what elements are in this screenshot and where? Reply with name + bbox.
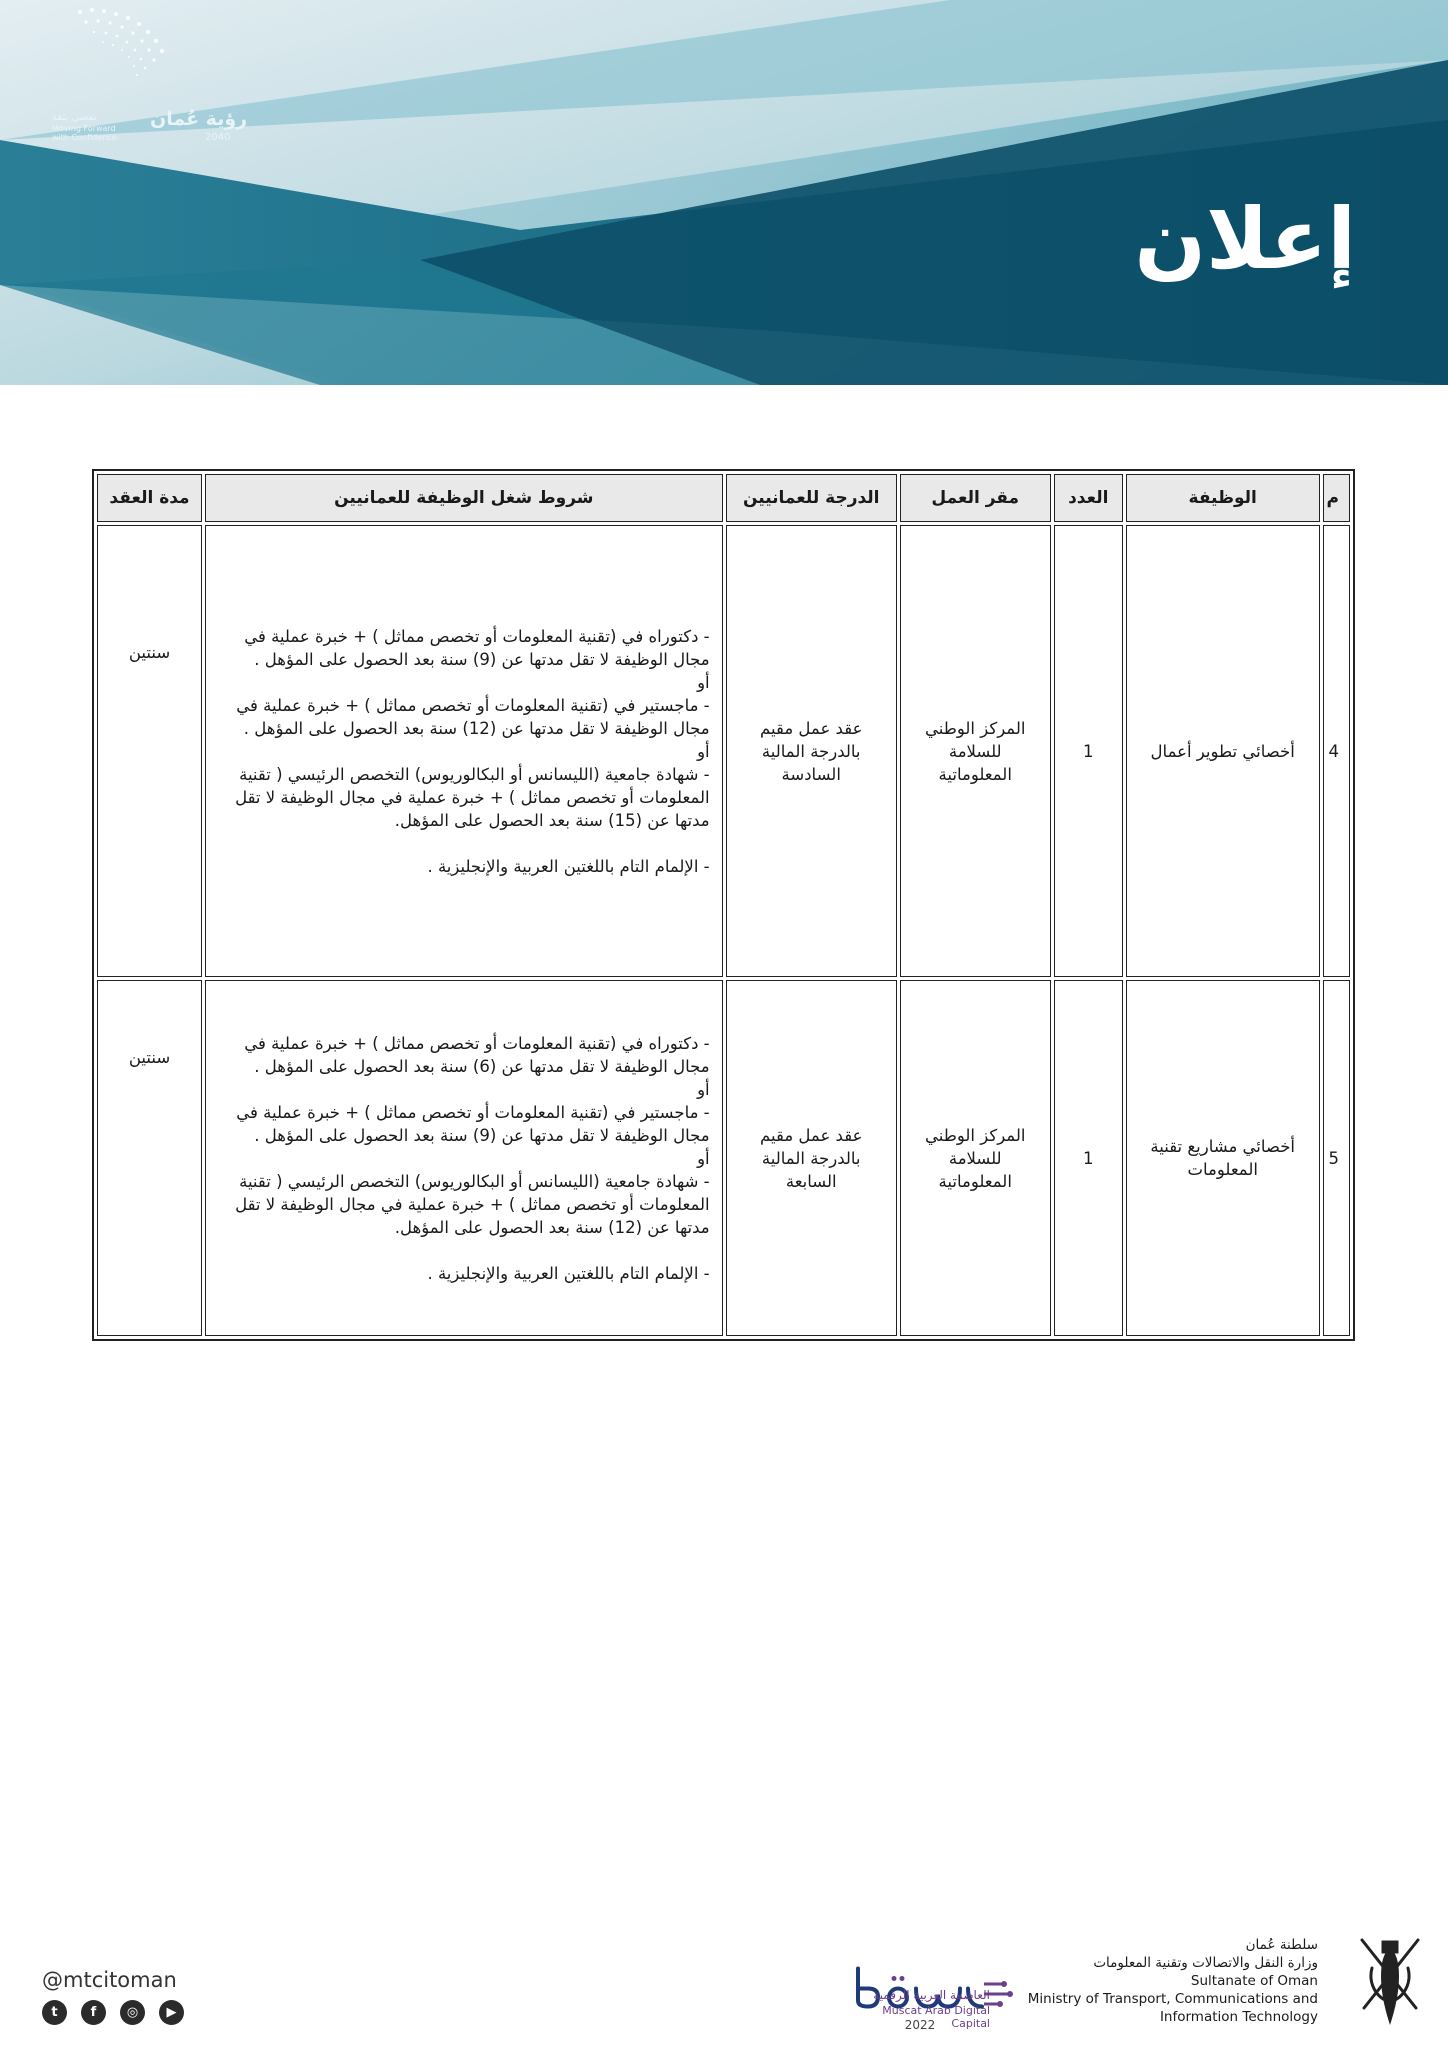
row-job: أخصائي تطوير أعمال — [1126, 525, 1320, 977]
condition-line: - شهادة جامعية (الليسانس أو البكالوريوس) التخصص الرئيسي ( تقنية المعلومات أو تخصص مماثل ) + خبرة عملية في مجال الوظيفة لا تقل مدتها عن (12) سنة بعد الحصول على المؤهل. — [235, 1171, 710, 1237]
ministry-en-3: Information Technology — [1159, 2009, 1318, 2025]
condition-line: أو — [697, 1148, 710, 1168]
ministry-name-block — [1028, 1936, 1318, 2026]
header-count: العدد — [1054, 474, 1123, 522]
row-location: المركز الوطني للسلامة المعلوماتية — [900, 525, 1051, 977]
row-count: 1 — [1054, 525, 1123, 977]
header-duration: مدة العقد — [97, 474, 202, 522]
row-num: 4 — [1323, 525, 1351, 977]
page-title: إعلان — [1134, 190, 1356, 288]
condition-line: - دكتوراه في (تقنية المعلومات أو تخصص مماثل ) + خبرة عملية في مجال الوظيفة لا تقل مدتها عن (9) سنة بعد الحصول على المؤهل . — [244, 626, 710, 669]
condition-line: أو — [697, 672, 710, 692]
header-conditions: شروط شغل الوظيفة للعمانيين — [205, 474, 723, 522]
condition-line: - الإلمام التام باللغتين العربية والإنجليزية . — [427, 1263, 710, 1283]
row-duration: سنتين — [97, 525, 202, 977]
vision-name: رؤية عُمان — [150, 108, 248, 130]
mada-year: 2022 — [904, 2018, 936, 2032]
oman-vision-2040-logo — [0, 0, 240, 125]
mada-name-en: Muscat Arab Digital Capital — [882, 2004, 990, 2030]
row-conditions — [205, 525, 723, 977]
header-grade: الدرجة للعمانيين — [726, 474, 897, 522]
oman-emblem-icon — [1350, 1928, 1430, 2028]
condition-line: - ماجستير في (تقنية المعلومات أو تخصص مماثل ) + خبرة عملية في مجال الوظيفة لا تقل مدتها عن (9) سنة بعد الحصول على المؤهل . — [236, 1102, 710, 1145]
social-handle[interactable]: @mtcitoman — [42, 1968, 177, 1992]
ministry-en-1: Sultanate of Oman — [1190, 1973, 1318, 1989]
header-job: الوظيفة — [1126, 474, 1320, 522]
vision-slogan-ar: نمضي بثقة — [52, 112, 97, 123]
header-num: م — [1323, 474, 1351, 522]
jobs-table-container — [92, 469, 1355, 1331]
table-header-row — [97, 474, 1350, 522]
row-grade: عقد عمل مقيم بالدرجة المالية السابعة — [726, 980, 897, 1336]
header-banner — [0, 0, 1448, 385]
row-location: المركز الوطني للسلامة المعلوماتية — [900, 980, 1051, 1336]
youtube-icon[interactable]: ▶ — [159, 2000, 184, 2025]
condition-line: - الإلمام التام باللغتين العربية والإنجليزية . — [427, 856, 710, 876]
row-conditions — [205, 980, 723, 1336]
ministry-en-2: Ministry of Transport, Communications and — [1027, 1991, 1318, 2007]
row-duration: سنتين — [97, 980, 202, 1336]
ministry-ar-2: وزارة النقل والاتصالات وتقنية المعلومات — [1093, 1955, 1318, 1971]
row-job: أخصائي مشاريع تقنية المعلومات — [1126, 980, 1320, 1336]
vision-slogan-en: Moving Forward with Confidence — [52, 124, 117, 142]
vision-year: 2040 — [205, 132, 231, 143]
condition-line: - شهادة جامعية (الليسانس أو البكالوريوس) التخصص الرئيسي ( تقنية المعلومات أو تخصص مماثل ) + خبرة عملية في مجال الوظيفة لا تقل مدتها عن (15) سنة بعد الحصول على المؤهل. — [235, 764, 710, 830]
header-location: مقر العمل — [900, 474, 1051, 522]
ministry-ar-1: سلطنة عُمان — [1245, 1937, 1318, 1953]
mada-name-ar: العاصمة العربية الرقمية — [873, 1988, 990, 2002]
condition-spacer — [218, 832, 710, 855]
social-icons — [42, 2000, 184, 2025]
condition-line: - دكتوراه في (تقنية المعلومات أو تخصص مماثل ) + خبرة عملية في مجال الوظيفة لا تقل مدتها عن (6) سنة بعد الحصول على المؤهل . — [244, 1033, 710, 1076]
facebook-icon[interactable]: f — [81, 2000, 106, 2025]
twitter-icon[interactable]: t — [42, 2000, 67, 2025]
table-row — [97, 525, 1350, 977]
condition-spacer — [218, 1239, 710, 1262]
instagram-icon[interactable]: ◎ — [120, 2000, 145, 2025]
table-row — [97, 980, 1350, 1336]
jobs-table — [92, 469, 1355, 1341]
row-num: 5 — [1323, 980, 1351, 1336]
row-grade: عقد عمل مقيم بالدرجة المالية السادسة — [726, 525, 897, 977]
condition-line: أو — [697, 741, 710, 761]
condition-line: أو — [697, 1079, 710, 1099]
row-count: 1 — [1054, 980, 1123, 1336]
condition-line: - ماجستير في (تقنية المعلومات أو تخصص مماثل ) + خبرة عملية في مجال الوظيفة لا تقل مدتها عن (12) سنة بعد الحصول على المؤهل . — [236, 695, 710, 738]
